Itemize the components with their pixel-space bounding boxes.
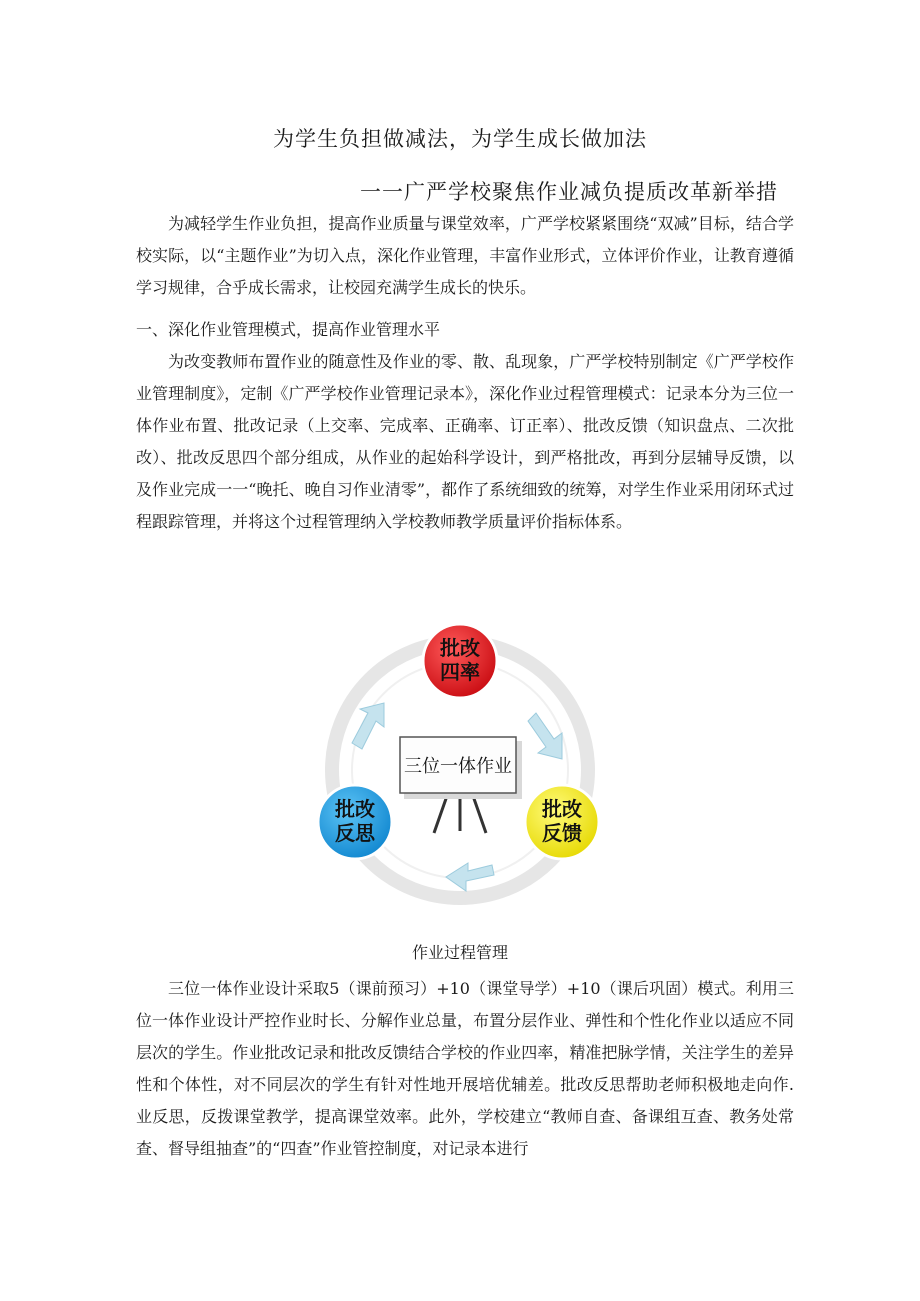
node-left-line1: 批改 [335,797,375,821]
node-top-line2: 四率 [440,660,480,684]
process-diagram [300,615,620,910]
board-label: 三位一体作业 [404,756,512,777]
node-top-line1: 批改 [440,636,480,660]
paragraph-management: 为改变教师布置作业的随意性及作业的零、散、乱现象，广严学校特别制定《广严学校作业管理制度》，定制《广严学校作业管理记录本》，深化作业过程管理模式：记录本分为三位一体作业布置、批改记录（上交率、完成率、正确率、订正率）、批改反馈（知识盘点、二次批改）、批改反思四个部分组成，从作业的起始科学设计，到严格批改，再到分层辅导反馈，以及作业完成一一“晚托、晚自习作业清零”，都作了系统细致的统筹，对学生作业采用闭环式过程跟踪管理，并将这个过程管理纳入学校教师教学质量评价指标体系。 [136,352,794,531]
document-subtitle: 一一广严学校聚焦作业减负提质改革新举措 [360,180,778,204]
arrow-right-to-left [446,863,494,891]
paragraph-intro: 为减轻学生作业负担，提高作业质量与课堂效率，广严学校紧紧围绕“双减”目标，结合学校实际，以“主题作业”为切入点，深化作业管理，丰富作业形式，立体评价作业，让教育遵循学习规律，合乎成长需求，让校园充满学生成长的快乐。 [136,214,794,297]
section-heading-1: 一、深化作业管理模式，提高作业管理水平 [136,320,441,339]
node-right-line2: 反馈 [542,821,582,845]
document-title: 为学生负担做减法，为学生成长做加法 [273,127,647,151]
figure-caption: 作业过程管理 [411,943,508,962]
arrow-top-to-right [528,713,562,759]
node-right-line1: 批改 [542,797,582,821]
process-diagram-svg [300,615,620,910]
paragraph-design: 三位一体作业设计采取5（课前预习）+10（课堂导学）+10（课后巩固）模式。利用三位一体作业设计严控作业时长、分解作业总量，布置分层作业、弹性和个性化作业以适应不同层次的学生。作业批改记录和批改反馈结合学校的作业四率，精准把脉学情，关注学生的差异性和个体性，对不同层次的学生有针对性地开展培优辅差。批改反思帮助老师积极地走向作.业反思，反拨课堂教学，提高课堂效率。此外，学校建立“教师自查、备课组互查、教务处常查、督导组抽查”的“四查”作业管控制度，对记录本进行 [136,979,794,1158]
arrow-left-to-top [352,703,384,749]
node-left-line2: 反思 [335,821,375,845]
